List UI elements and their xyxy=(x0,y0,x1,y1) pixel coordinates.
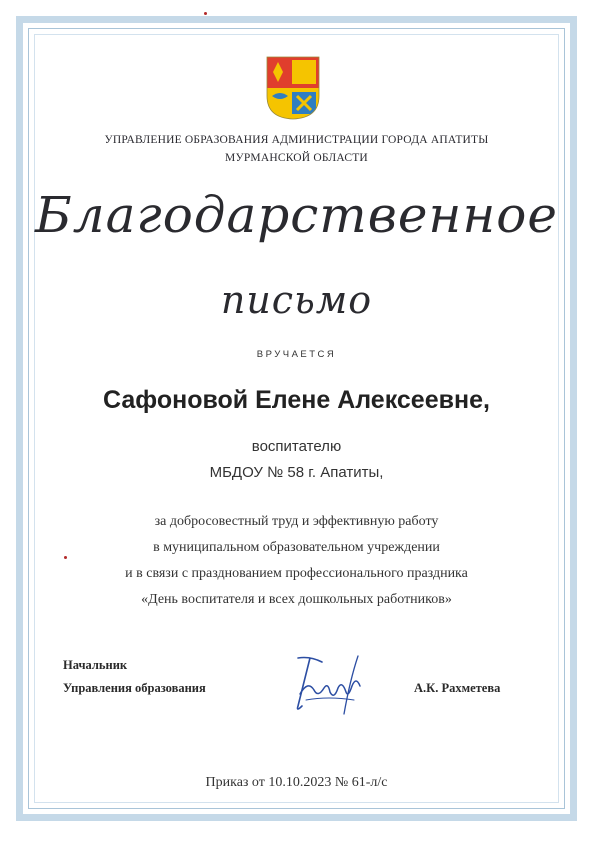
signatory-title-line-1: Начальник xyxy=(63,658,128,672)
presented-label: ВРУЧАЕТСЯ xyxy=(256,349,337,360)
print-dot xyxy=(204,12,207,15)
print-dot xyxy=(64,556,67,559)
recipient-position: воспитателю xyxy=(251,438,342,455)
reason-line-2: в муниципальном образовательном учреждении xyxy=(153,540,440,555)
order-reference: Приказ от 10.10.2023 № 61-л/с xyxy=(205,775,388,790)
handwritten-signature xyxy=(288,650,372,722)
reason-line-4: «День воспитателя и всех дошкольных работников» xyxy=(141,592,452,607)
coat-of-arms-icon xyxy=(266,56,320,120)
document-title-line-2: письмо xyxy=(220,278,373,322)
signatory-title-line-2: Управления образования xyxy=(63,681,206,695)
signatory-name: А.К. Рахметева xyxy=(414,681,501,695)
issuer-line-2: МУРМАНСКОЙ ОБЛАСТИ xyxy=(225,152,368,164)
document-title-line-1: Благодарственное xyxy=(35,186,558,244)
issuer-line-1: УПРАВЛЕНИЕ ОБРАЗОВАНИЯ АДМИНИСТРАЦИИ ГОРОДА АПАТИТЫ xyxy=(104,134,489,146)
reason-line-3: и в связи с празднованием профессионального праздника xyxy=(125,566,468,581)
recipient-name: Сафоновой Елене Алексеевне, xyxy=(103,386,490,414)
reason-line-1: за добросовестный труд и эффективную работу xyxy=(154,514,439,529)
recipient-organization: МБДОУ № 58 г. Апатиты, xyxy=(209,464,384,481)
